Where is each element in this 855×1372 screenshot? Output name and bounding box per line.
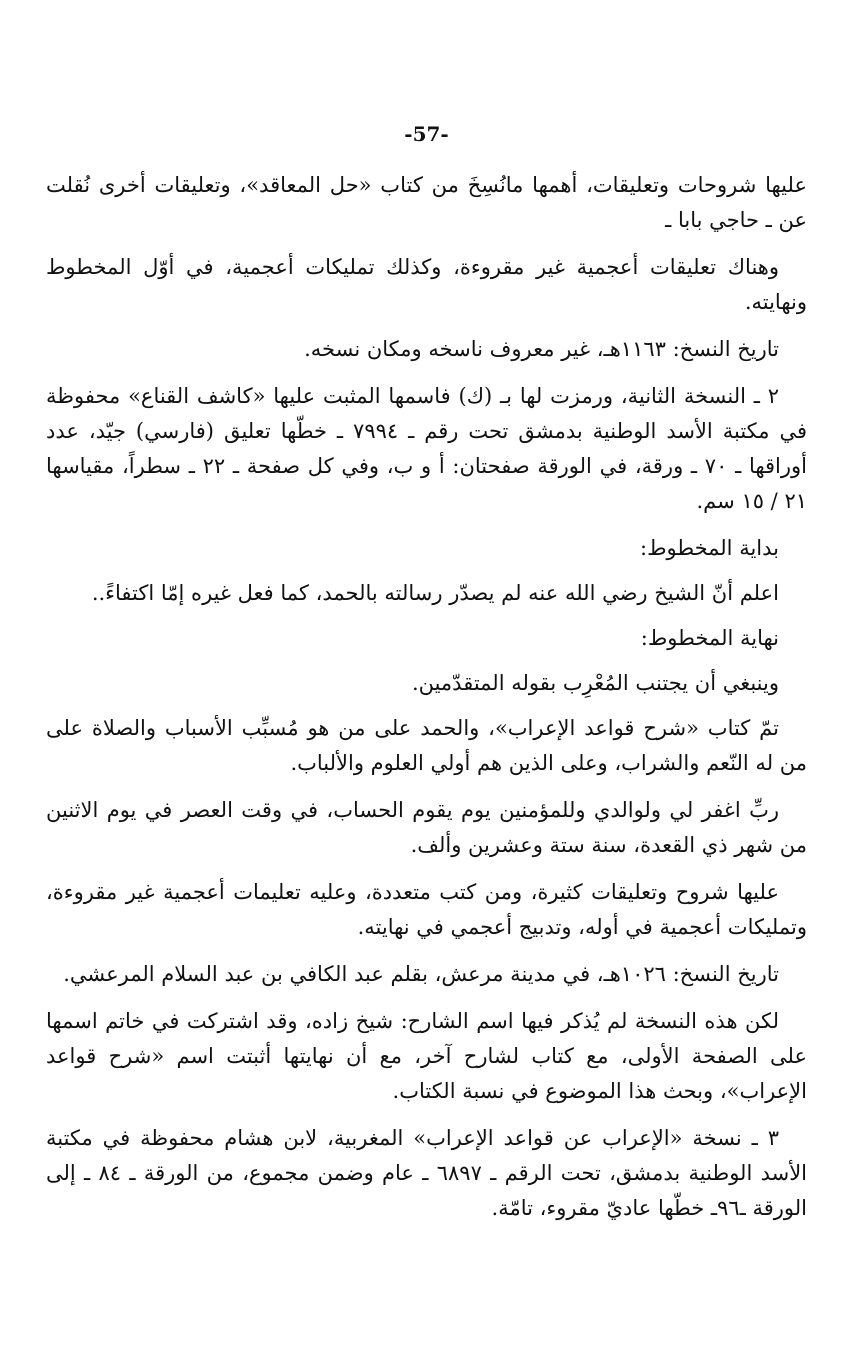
- quote-manuscript-end: وينبغي أن يجتنب المُعْرِب بقوله المتقدّمين.: [411, 671, 779, 695]
- page-number: -57-: [404, 122, 449, 146]
- paragraph-colophon: تمّ كتاب «شرح قواعد الإعراب»، والحمد على من هو مُسبِّب الأسباب والصلاة على من له النّعم والشراب، وعلى الذين هم أولي العلوم والألباب.: [46, 716, 807, 775]
- heading-manuscript-end: نهاية المخطوط:: [640, 626, 779, 650]
- paragraph-commentator: لكن هذه النسخة لم يُذكر فيها اسم الشارح: شيخ زاده، وقد اشتركت في خاتم اسمها على الصفحة الأولى، مع كتاب لشارح آخر، مع أن نهايتها أثبتت اسم «شرح قواعد الإعراب»، وبحث هذا الموضوع في نسبة الكتاب.: [46, 1009, 807, 1103]
- paragraph-copy-date-2: تاريخ النسخ: ١٠٢٦هـ، في مدينة مرعش، بقلم عبد الكافي بن عبد السلام المرعشي.: [63, 962, 779, 986]
- paragraph-second-copy: ٢ ـ النسخة الثانية، ورمزت لها بـ (ك) فاسمها المثبت عليها «كاشف القناع» محفوظة في مكتبة الأسد الوطنية بدمشق تحت رقم ـ ٧٩٩٤ ـ خطّها تعليق (فارسي) جيّد، عدد أوراقها ـ ٧٠ ـ ورقة، في الورقة صفحتان: أ و ب، وفي كل صفحة ـ ٢٢ ـ سطراً، مقياسها ٢١ / ١٥ سم.: [46, 384, 808, 513]
- paragraph-foreign-notes: وهناك تعليقات أعجمية غير مقروءة، وكذلك تمليكات أعجمية، في أوّل المخطوط ونهايته.: [46, 255, 807, 314]
- page-body: [46, 168, 807, 1226]
- paragraph-prayer: ربِّ اغفر لي ولوالدي وللمؤمنين يوم يقوم الحساب، في وقت العصر في يوم الاثنين من شهر ذي القعدة، سنة ستة وعشرين وألف.: [46, 798, 807, 857]
- paragraph-third-copy: ٣ ـ نسخة «الإعراب عن قواعد الإعراب» المغربية، لابن هشام محفوظة في مكتبة الأسد الوطنية بدمشق، تحت الرقم ـ ٦٨٩٧ ـ عام وضمن مجموع، من الورقة ـ ٨٤ ـ إلى الورقة ـ٩٦ـ خطّها عاديّ مقروء، تامّة.: [46, 1126, 808, 1220]
- paragraph-commentaries: عليها شروحات وتعليقات، أهمها مانُسِخَ من كتاب «حل المعاقد»، وتعليقات أخرى نُقلت عن ـ حاجي بابا ـ: [46, 173, 807, 232]
- paragraph-annotations: عليها شروح وتعليقات كثيرة، ومن كتب متعددة، وعليه تعليمات أعجمية غير مقروءة، وتمليكات أعجمية في أوله، وتدبيج أعجمي في نهايته.: [46, 880, 807, 939]
- quote-manuscript-start: اعلم أنّ الشيخ رضي الله عنه لم يصدّر رسالته بالحمد، كما فعل غيره إمّا اكتفاءً..: [91, 581, 779, 605]
- heading-manuscript-start: بداية المخطوط:: [640, 536, 779, 560]
- paragraph-copy-date-1: تاريخ النسخ: ١١٦٣هـ، غير معروف ناسخه ومكان نسخه.: [304, 337, 779, 361]
